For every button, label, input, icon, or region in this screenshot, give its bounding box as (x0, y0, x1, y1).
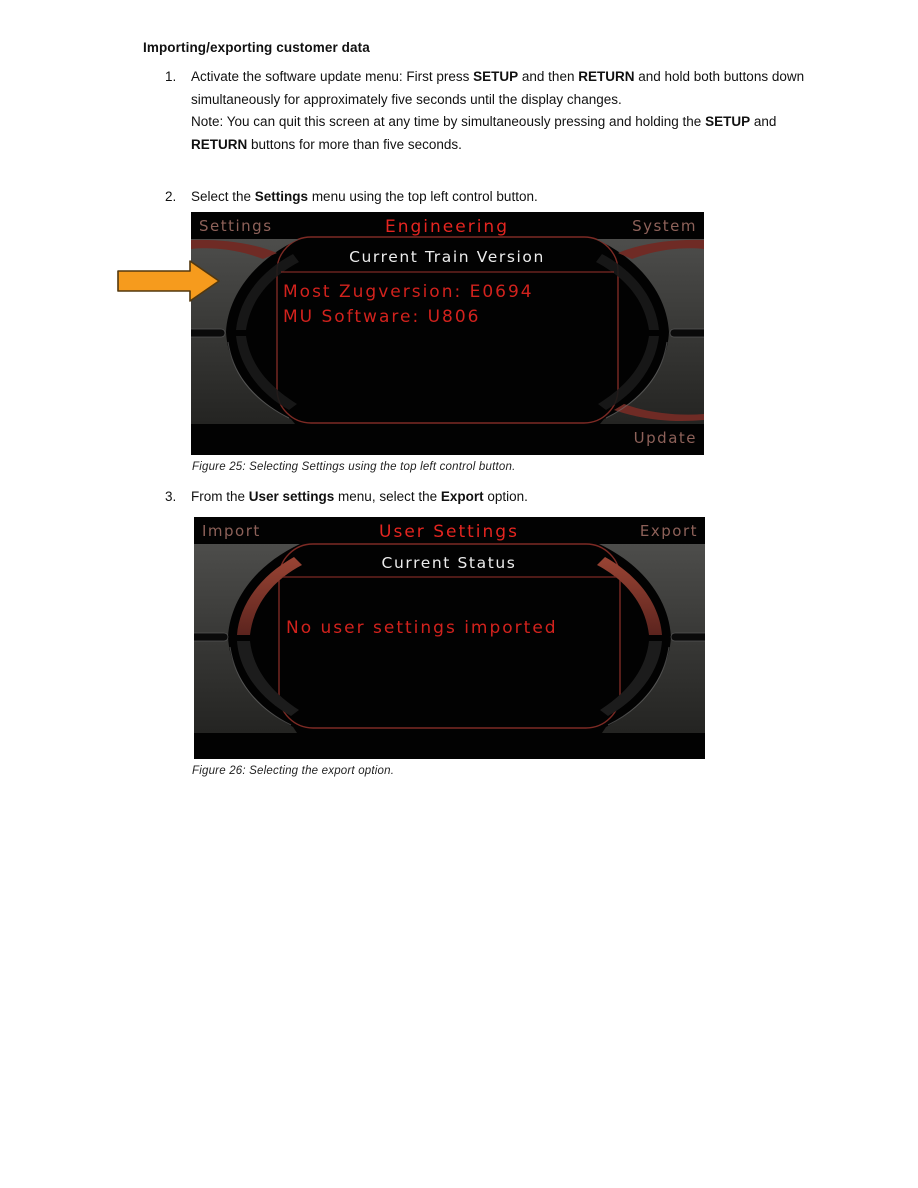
step-1-note: Note: You can quit this screen at any time by simultaneously pressing and holding the SETUP and RETURN buttons for more than five seconds. (191, 114, 777, 152)
mmi-right-slot (670, 329, 704, 337)
mmi-right-slot (671, 633, 705, 641)
step-2-number: 2. (165, 189, 177, 204)
step-3 (165, 486, 806, 509)
step-2 (165, 186, 806, 209)
mmi-screen-title: Engineering (385, 217, 509, 237)
mmi-left-slot (191, 329, 225, 337)
mmi-top-right-label: Export (639, 522, 698, 540)
page-title: Importing/exporting customer data (143, 40, 370, 55)
mmi-header-text: Current Train Version (349, 248, 545, 266)
mmi-body-line: No user settings imported (286, 618, 558, 638)
mmi-screen-title: User Settings (379, 522, 519, 542)
mmi-top-left-label: Settings (199, 217, 273, 235)
figure-25-caption: Figure 25: Selecting Settings using the top left control button. (192, 461, 516, 473)
step-3-number: 3. (165, 489, 177, 504)
mmi-bottom-right-label: Update (633, 429, 697, 447)
mmi-screen-engineering (191, 212, 704, 455)
figure-26-image (194, 517, 705, 759)
step-1-number: 1. (165, 69, 177, 84)
step-3-text: From the User settings menu, select the Export option. (191, 489, 528, 504)
mmi-header-text: Current Status (381, 554, 517, 572)
step-1-text: Activate the software update menu: First press SETUP and then RETURN and hold both buttons down simultaneously for approximately five seconds until the display changes. (191, 69, 805, 107)
figure-26-caption: Figure 26: Selecting the export option. (192, 765, 395, 777)
orange-arrow-icon (112, 257, 224, 305)
mmi-top-right-label: System (632, 217, 697, 235)
mmi-body-line: Most Zugversion: E0694 (283, 282, 534, 302)
arrow-shape (118, 261, 219, 301)
figure-25-image (191, 212, 704, 455)
step-1 (165, 66, 806, 156)
step-2-text: Select the Settings menu using the top left control button. (191, 189, 538, 204)
mmi-body-line: MU Software: U806 (283, 307, 481, 327)
mmi-screen-user-settings (194, 517, 705, 759)
mmi-left-slot (194, 633, 228, 641)
mmi-top-left-label: Import (202, 522, 261, 540)
arrow-right-icon (112, 257, 224, 305)
